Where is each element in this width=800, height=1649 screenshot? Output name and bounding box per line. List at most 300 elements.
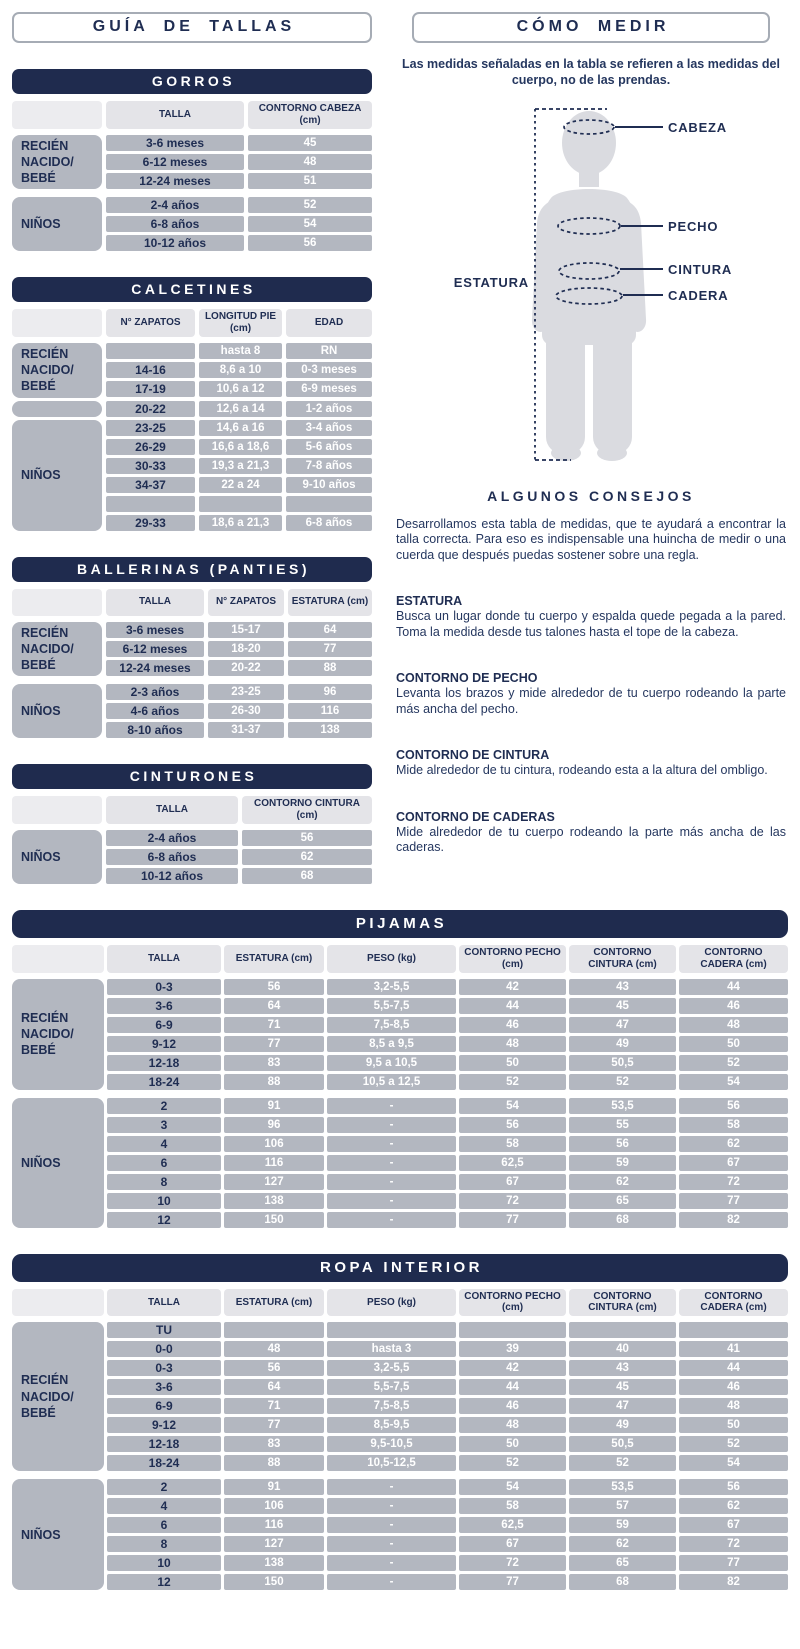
table-cell: 23-25	[208, 684, 284, 700]
table-cell: 88	[224, 1074, 324, 1090]
table-cell: 10	[107, 1193, 221, 1209]
table-cell: 12-24 meses	[106, 173, 244, 189]
table-cell: 54	[248, 216, 372, 232]
table-cell: 45	[569, 998, 676, 1014]
group-label-cell	[12, 622, 102, 677]
table-cell: 8,5-9,5	[327, 1417, 456, 1433]
tip-estatura	[396, 594, 786, 640]
table-cell: 45	[569, 1379, 676, 1395]
table-cell: 51	[248, 173, 372, 189]
table-cell: 17-19	[106, 381, 195, 397]
table-cell: -	[327, 1498, 456, 1514]
column-header-cell: PESO (kg)	[327, 1289, 456, 1317]
table-cell	[199, 496, 282, 512]
table-cell: 56	[242, 830, 372, 846]
table-cell: 54	[679, 1455, 788, 1471]
table-cell: 3-6 meses	[106, 622, 204, 638]
column-header-cell: ESTATURA (cm)	[224, 1289, 324, 1317]
size-guide-column	[12, 12, 372, 884]
table-cell: 12-18	[107, 1436, 221, 1452]
table-cell: 62	[242, 849, 372, 865]
pecho-label: PECHO	[668, 218, 719, 234]
gorros-table	[12, 69, 372, 251]
table-cell: RN	[286, 343, 372, 359]
table-cell: 6-8 años	[286, 515, 372, 531]
table-cell: 56	[679, 1479, 788, 1495]
table-header-row	[12, 796, 372, 824]
table-cell: 67	[679, 1155, 788, 1171]
table-cell: 65	[569, 1555, 676, 1571]
table-group	[12, 197, 372, 251]
table-cell: 6	[107, 1517, 221, 1533]
calcetines-table	[12, 277, 372, 530]
table-cell: 10,6 a 12	[199, 381, 282, 397]
column-header-cell: CONTORNO PECHO (cm)	[459, 945, 566, 973]
table-header-row	[12, 309, 372, 337]
group-label-cell	[12, 1479, 104, 1590]
ropa-interior-table	[12, 1254, 788, 1591]
table-cell: 64	[288, 622, 372, 638]
tip-contorno-cintura	[396, 748, 786, 779]
table-cell: 59	[569, 1155, 676, 1171]
table-cell: 138	[224, 1193, 324, 1209]
table-cell: 77	[679, 1555, 788, 1571]
table-cell: 34-37	[106, 477, 195, 493]
table-cell: 3-6	[107, 1379, 221, 1395]
table-header-row	[12, 589, 372, 616]
table-cell: 43	[569, 979, 676, 995]
table-cell: 44	[459, 998, 566, 1014]
table-cell: 150	[224, 1574, 324, 1590]
table-cell: 46	[459, 1398, 566, 1414]
table-cell: 58	[459, 1136, 566, 1152]
table-cell: 106	[224, 1498, 324, 1514]
table-cell: 26-29	[106, 439, 195, 455]
column-header-cell: CONTORNO CABEZA (cm)	[248, 101, 372, 129]
table-cell: 48	[459, 1417, 566, 1433]
table-cell: 9,5 a 10,5	[327, 1055, 456, 1071]
group-label: RECIÉN NACIDO/ BEBÉ	[21, 1373, 74, 1420]
table-cell: -	[327, 1574, 456, 1590]
table-cell: -	[327, 1212, 456, 1228]
group-label: NIÑOS	[21, 849, 61, 864]
table-cell: hasta 8	[199, 343, 282, 359]
calcetines-title-bar	[12, 277, 372, 302]
table-cell: 67	[679, 1517, 788, 1533]
table-cell: 22 a 24	[199, 477, 282, 493]
table-cell: 57	[569, 1498, 676, 1514]
table-cell: 15-17	[208, 622, 284, 638]
table-cell: hasta 3	[327, 1341, 456, 1357]
main-columns	[12, 12, 788, 884]
table-cell: 43	[569, 1360, 676, 1376]
cabeza-label: CABEZA	[668, 119, 727, 135]
table-cell: 2	[107, 1479, 221, 1495]
tip-title: CONTORNO DE PECHO	[396, 671, 538, 685]
table-cell: 77	[459, 1574, 566, 1590]
full-width-tables	[12, 910, 788, 1590]
table-cell: 3,2-5,5	[327, 979, 456, 995]
table-cell: 46	[679, 998, 788, 1014]
group-label: NIÑOS	[21, 217, 61, 232]
table-cell: 55	[569, 1117, 676, 1133]
table-group	[12, 1322, 788, 1471]
table-cell: 72	[679, 1536, 788, 1552]
group-label: NIÑOS	[21, 468, 61, 483]
table-cell	[286, 496, 372, 512]
table-group	[12, 979, 788, 1090]
table-cell: 42	[459, 1360, 566, 1376]
table-cell: 62,5	[459, 1155, 566, 1171]
table-cell: 88	[224, 1455, 324, 1471]
table-cell: 18-24	[107, 1455, 221, 1471]
table-cell: 39	[459, 1341, 566, 1357]
cadera-label: CADERA	[668, 287, 729, 303]
table-cell: 20-22	[208, 660, 284, 676]
table-cell: 10	[107, 1555, 221, 1571]
corner-cell	[12, 796, 102, 824]
group-label: RECIÉN NACIDO/ BEBÉ	[21, 625, 74, 673]
table-cell: 4	[107, 1136, 221, 1152]
table-cell: 48	[224, 1341, 324, 1357]
table-cell: 7,5-8,5	[327, 1398, 456, 1414]
cinturones-title-bar	[12, 764, 372, 789]
table-cell: 12	[107, 1574, 221, 1590]
table-cell: 50	[459, 1055, 566, 1071]
table-cell: 53,5	[569, 1479, 676, 1495]
column-header-cell: TALLA	[107, 1289, 221, 1317]
table-cell: 82	[679, 1574, 788, 1590]
ropa-interior-title-bar	[12, 1254, 788, 1282]
table-cell: 5-6 años	[286, 439, 372, 455]
table-cell: 52	[679, 1055, 788, 1071]
table-cell: 138	[224, 1555, 324, 1571]
table-cell: 19,3 a 21,3	[199, 458, 282, 474]
cintura-label: CINTURA	[668, 261, 733, 277]
table-cell: 67	[459, 1536, 566, 1552]
table-cell: 48	[679, 1017, 788, 1033]
table-cell: 5,5-7,5	[327, 1379, 456, 1395]
group-label: RECIÉN NACIDO/ BEBÉ	[21, 138, 74, 186]
table-cell: 23-25	[106, 420, 195, 436]
table-header-row	[12, 945, 788, 973]
column-header-cell: ESTATURA (cm)	[224, 945, 324, 973]
tip-title: ESTATURA	[396, 594, 463, 608]
table-cell	[224, 1322, 324, 1338]
table-cell: 52	[248, 197, 372, 213]
table-cell: 54	[679, 1074, 788, 1090]
group-label-cell	[12, 1322, 104, 1471]
table-cell: 65	[569, 1193, 676, 1209]
table-cell: 8	[107, 1536, 221, 1552]
table-cell: 31-37	[208, 722, 284, 738]
table-cell: 6-8 años	[106, 216, 244, 232]
column-header-cell: N° ZAPATOS	[106, 309, 195, 337]
table-group	[12, 622, 372, 677]
table-cell: 9-12	[107, 1036, 221, 1052]
table-cell	[679, 1322, 788, 1338]
group-label: NIÑOS	[21, 704, 61, 719]
table-group	[12, 1479, 788, 1590]
estatura-label: ESTATURA	[453, 274, 529, 290]
table-cell: 10-12 años	[106, 235, 244, 251]
table-cell: 72	[459, 1555, 566, 1571]
group-label-cell	[12, 343, 102, 398]
table-cell: 6-12 meses	[106, 641, 204, 657]
table-cell: -	[327, 1536, 456, 1552]
table-cell: 4	[107, 1498, 221, 1514]
table-cell: 116	[224, 1517, 324, 1533]
table-cell: -	[327, 1155, 456, 1171]
table-cell: 53,5	[569, 1098, 676, 1114]
group-label: RECIÉN NACIDO/ BEBÉ	[21, 346, 74, 394]
tip-contorno-pecho	[396, 671, 786, 717]
column-header-cell: CONTORNO CADERA (cm)	[679, 945, 788, 973]
column-header-cell: CONTORNO CADERA (cm)	[679, 1289, 788, 1317]
table-cell: 6-9 meses	[286, 381, 372, 397]
table-cell: 12-18	[107, 1055, 221, 1071]
table-cell: 56	[569, 1136, 676, 1152]
table-title-label: ROPA INTERIOR	[319, 1258, 483, 1276]
table-cell: -	[327, 1174, 456, 1190]
table-cell: 68	[569, 1212, 676, 1228]
table-cell: 64	[224, 998, 324, 1014]
tip-text: Mide alrededor de tu cuerpo rodeando la parte más ancha de las caderas.	[396, 824, 786, 854]
table-cell: 3	[107, 1117, 221, 1133]
table-cell: 50	[679, 1417, 788, 1433]
table-group	[12, 684, 372, 738]
table-cell: 9-12	[107, 1417, 221, 1433]
table-cell: 83	[224, 1436, 324, 1452]
table-cell: 8,6 a 10	[199, 362, 282, 378]
table-cell: 62,5	[459, 1517, 566, 1533]
table-cell: 77	[224, 1417, 324, 1433]
table-cell: 6-8 años	[106, 849, 238, 865]
table-cell: 46	[459, 1017, 566, 1033]
table-cell: 47	[569, 1017, 676, 1033]
table-cell: 52	[459, 1074, 566, 1090]
table-cell: 0-3	[107, 1360, 221, 1376]
column-header-cell: LONGITUD PIE (cm)	[199, 309, 282, 337]
table-cell: 42	[459, 979, 566, 995]
table-cell: 14,6 a 16	[199, 420, 282, 436]
table-cell: 127	[224, 1536, 324, 1552]
table-cell: 3-6 meses	[106, 135, 244, 151]
tips-intro-text: Desarrollamos esta tabla de medidas, que te ayudará a encontrar la talla correcta. Para eso es indispensable una huincha de medir o una cuerda que después puedas sostener sobre una regla.	[396, 516, 786, 562]
table-cell: 12-24 meses	[106, 660, 204, 676]
table-cell: 12,6 a 14	[199, 401, 282, 417]
table-cell: 116	[288, 703, 372, 719]
table-cell: 56	[224, 979, 324, 995]
gorros-title-bar	[12, 69, 372, 94]
table-cell: 68	[569, 1574, 676, 1590]
table-cell: -	[327, 1555, 456, 1571]
column-header-cell: CONTORNO PECHO (cm)	[459, 1289, 566, 1317]
table-cell	[459, 1322, 566, 1338]
table-cell: 91	[224, 1098, 324, 1114]
table-cell	[106, 496, 195, 512]
pijamas-title-bar	[12, 910, 788, 938]
table-cell: 56	[224, 1360, 324, 1376]
table-cell: 44	[459, 1379, 566, 1395]
table-cell: 49	[569, 1417, 676, 1433]
column-header-cell: TALLA	[106, 589, 204, 616]
group-label-cell	[12, 401, 102, 417]
table-cell: 77	[679, 1193, 788, 1209]
table-cell: 6-12 meses	[106, 154, 244, 170]
table-cell: 29-33	[106, 515, 195, 531]
group-label: RECIÉN NACIDO/ BEBÉ	[21, 1010, 74, 1058]
table-cell: 48	[248, 154, 372, 170]
table-cell: 52	[679, 1436, 788, 1452]
table-cell: 8,5 a 9,5	[327, 1036, 456, 1052]
table-cell: 71	[224, 1398, 324, 1414]
table-cell: 138	[288, 722, 372, 738]
table-title-label: PIJAMAS	[355, 915, 448, 933]
table-cell: 3,2-5,5	[327, 1360, 456, 1376]
table-cell: 68	[242, 868, 372, 884]
column-header-cell: TALLA	[106, 796, 238, 824]
table-cell: 59	[569, 1517, 676, 1533]
tip-title: CONTORNO DE CINTURA	[396, 748, 550, 762]
table-cell: 48	[459, 1036, 566, 1052]
table-cell: 0-0	[107, 1341, 221, 1357]
table-cell: 2-4 años	[106, 830, 238, 846]
size-guide-title: GUÍA DE TALLAS	[12, 12, 372, 43]
table-cell: 3-6	[107, 998, 221, 1014]
table-cell: 14-16	[106, 362, 195, 378]
table-cell: 5,5-7,5	[327, 998, 456, 1014]
ballerinas-table	[12, 557, 372, 739]
table-cell: 18,6 a 21,3	[199, 515, 282, 531]
table-cell: 62	[679, 1498, 788, 1514]
tip-text: Levanta los brazos y mide alrededor de tu cuerpo rodeando la parte más ancha del pecho.	[396, 686, 786, 716]
how-to-measure-title: CÓMO MEDIR	[412, 12, 770, 43]
column-header-cell: ESTATURA (cm)	[288, 589, 372, 616]
table-cell: 150	[224, 1212, 324, 1228]
table-cell: 82	[679, 1212, 788, 1228]
table-cell: 77	[288, 641, 372, 657]
group-label-cell	[12, 684, 102, 738]
how-to-measure-column	[396, 12, 788, 884]
table-cell: 96	[288, 684, 372, 700]
table-cell: 9-10 años	[286, 477, 372, 493]
pijamas-table	[12, 910, 788, 1228]
table-cell: 0-3	[107, 979, 221, 995]
table-cell: 56	[679, 1098, 788, 1114]
column-header-cell: CONTORNO CINTURA (cm)	[569, 945, 676, 973]
column-header-cell: CONTORNO CINTURA (cm)	[569, 1289, 676, 1317]
table-cell: 52	[569, 1074, 676, 1090]
table-cell: 52	[569, 1455, 676, 1471]
table-cell: 77	[224, 1036, 324, 1052]
table-cell: 56	[459, 1117, 566, 1133]
table-cell: 58	[679, 1117, 788, 1133]
table-cell: 45	[248, 135, 372, 151]
table-title-label: GORROS	[151, 73, 236, 89]
corner-cell	[12, 101, 102, 129]
group-label-cell	[12, 135, 102, 190]
table-group	[12, 401, 372, 417]
table-cell: 72	[679, 1174, 788, 1190]
table-group	[12, 135, 372, 190]
table-group	[12, 830, 372, 884]
table-cell: 16,6 a 18,6	[199, 439, 282, 455]
group-label-cell	[12, 1098, 104, 1228]
table-cell: 6-9	[107, 1398, 221, 1414]
table-cell: 6-9	[107, 1017, 221, 1033]
table-cell: 64	[224, 1379, 324, 1395]
tips-heading: ALGUNOS CONSEJOS	[487, 487, 695, 504]
column-header-cell: EDAD	[286, 309, 372, 337]
group-label: NIÑOS	[21, 1527, 61, 1542]
table-cell: -	[327, 1098, 456, 1114]
table-cell: 0-3 meses	[286, 362, 372, 378]
group-label-cell	[12, 420, 102, 531]
table-cell: 48	[679, 1398, 788, 1414]
table-cell: 46	[679, 1379, 788, 1395]
table-cell: 8	[107, 1174, 221, 1190]
table-cell: 54	[459, 1479, 566, 1495]
table-cell	[569, 1322, 676, 1338]
corner-cell	[12, 309, 102, 337]
table-cell: 2-3 años	[106, 684, 204, 700]
table-cell: 10,5-12,5	[327, 1455, 456, 1471]
table-cell: 7-8 años	[286, 458, 372, 474]
corner-cell	[12, 1289, 104, 1317]
table-cell: -	[327, 1193, 456, 1209]
table-title-label: CINTURONES	[129, 768, 258, 785]
table-cell: -	[327, 1117, 456, 1133]
table-cell: 58	[459, 1498, 566, 1514]
table-cell: 26-30	[208, 703, 284, 719]
table-cell: 20-22	[106, 401, 195, 417]
table-cell: 40	[569, 1341, 676, 1357]
table-cell: 47	[569, 1398, 676, 1414]
column-header-cell: PESO (kg)	[327, 945, 456, 973]
table-cell: 50,5	[569, 1436, 676, 1452]
table-cell: 18-20	[208, 641, 284, 657]
table-cell: 7,5-8,5	[327, 1017, 456, 1033]
table-cell	[106, 343, 195, 359]
table-group	[12, 1098, 788, 1228]
table-cell: 71	[224, 1017, 324, 1033]
table-cell: 10,5 a 12,5	[327, 1074, 456, 1090]
table-cell: 41	[679, 1341, 788, 1357]
corner-cell	[12, 589, 102, 616]
corner-cell	[12, 945, 104, 973]
table-cell: 49	[569, 1036, 676, 1052]
table-cell: 8-10 años	[106, 722, 204, 738]
column-header-cell: TALLA	[106, 101, 244, 129]
group-label: NIÑOS	[21, 1155, 61, 1170]
table-header-row	[12, 101, 372, 129]
table-cell: 127	[224, 1174, 324, 1190]
table-cell: 3-4 años	[286, 420, 372, 436]
tip-contorno-caderas	[396, 810, 786, 856]
table-cell: 72	[459, 1193, 566, 1209]
group-label-cell	[12, 979, 104, 1090]
tip-text: Busca un lugar donde tu cuerpo y espalda quede pegada a la pared. Toma la medida desde tus talones hasta el tope de la cabeza.	[396, 609, 786, 639]
table-cell: 50	[679, 1036, 788, 1052]
group-label-cell	[12, 830, 102, 884]
table-cell: 106	[224, 1136, 324, 1152]
table-cell: 50,5	[569, 1055, 676, 1071]
table-cell: 52	[459, 1455, 566, 1471]
table-cell: 77	[459, 1212, 566, 1228]
body-measure-diagram	[401, 103, 781, 468]
table-cell: 10-12 años	[106, 868, 238, 884]
